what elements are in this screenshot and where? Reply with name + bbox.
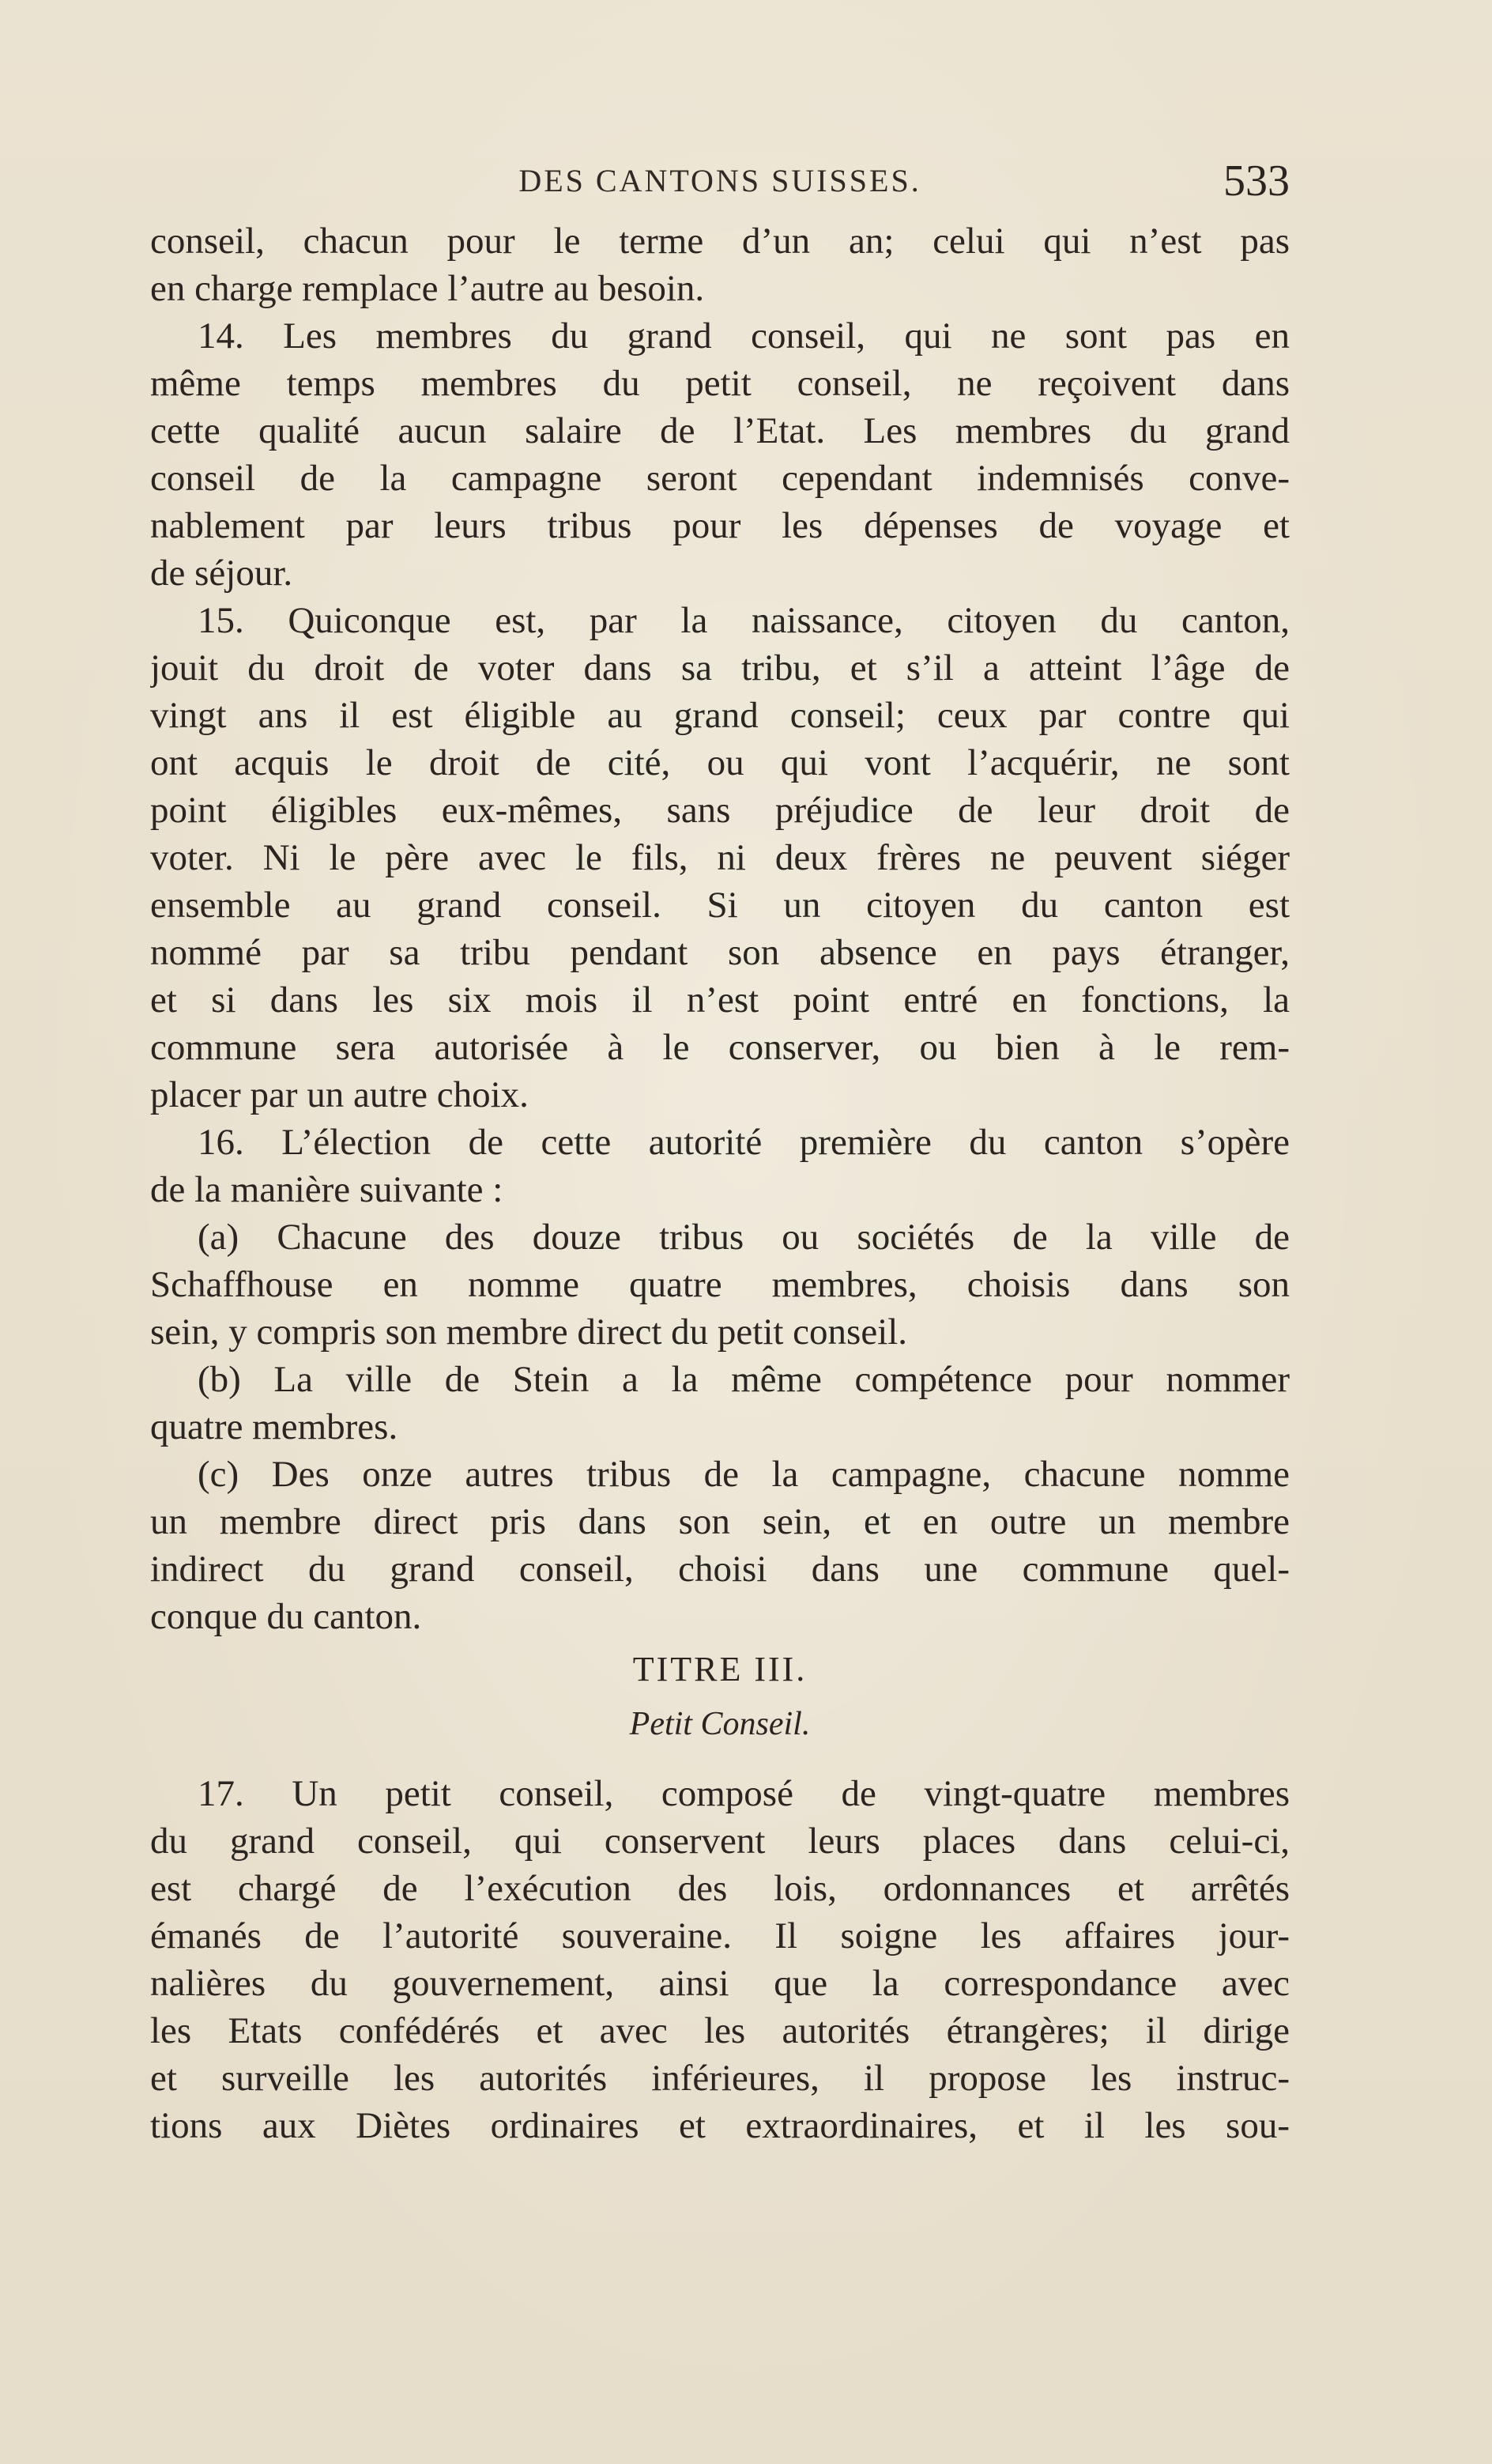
text-line: placer par un autre choix. [150,1074,529,1115]
text-line: cette qualité aucun salaire de l’Etat. Les membres du grand [150,410,1290,451]
text-line: (a) Chacune des douze tribus ou sociétés de la ville de [198,1217,1290,1258]
text-line: quatre membres. [150,1406,398,1447]
text-line: de la manière suivante : [150,1169,503,1210]
text-line: conseil, chacun pour le terme d’un an; celui qui n’est pas [150,221,1290,262]
section-subtitle: Petit Conseil. [629,1706,811,1742]
text-line: du grand conseil, qui conservent leurs places dans celui-ci, [150,1821,1290,1862]
text-line: 16. L’élection de cette autorité première du canton s’opère [198,1122,1290,1163]
text-line: vingt ans il est éligible au grand conseil; ceux par contre qui [150,695,1290,736]
page-number: 533 [1223,157,1290,206]
text-line: nablement par leurs tribus pour les dépenses de voyage et [150,505,1290,546]
text-line: et surveille les autorités inférieures, il propose les instruc- [150,2058,1290,2099]
text-line: (b) La ville de Stein a la même compétence pour nommer [198,1359,1290,1400]
text-line: même temps membres du petit conseil, ne reçoivent dans [150,363,1290,404]
text-line: et si dans les six mois il n’est point entré en fonctions, la [150,979,1290,1021]
text-line: en charge remplace l’autre au besoin. [150,268,705,309]
body-text [150,217,1290,2149]
text-line: voter. Ni le père avec le fils, ni deux frères ne peuvent siéger [150,837,1290,878]
text-line: Schaffhouse en nomme quatre membres, choisis dans son [150,1264,1290,1305]
text-line: les Etats confédérés et avec les autorités étrangères; il dirige [150,2010,1290,2051]
text-line: émanés de l’autorité souveraine. Il soigne les affaires jour- [150,1915,1290,1956]
text-block-article-17 [150,1770,1290,2149]
text-line: 14. Les membres du grand conseil, qui ne sont pas en [198,315,1290,357]
text-line: indirect du grand conseil, choisi dans une commune quel- [150,1549,1290,1590]
text-line: point éligibles eux-mêmes, sans préjudice de leur droit de [150,790,1290,831]
section-title-text: TITRE III. [632,1650,808,1689]
text-block-articles-14-16 [150,217,1290,1640]
text-line: sein, y compris son membre direct du petit conseil. [150,1311,908,1353]
running-title: DES CANTONS SUISSES. [518,163,921,198]
text-line: ont acquis le droit de cité, ou qui vont l’acquérir, ne sont [150,742,1290,783]
text-line: jouit du droit de voter dans sa tribu, et s’il a atteint l’âge de [150,647,1290,689]
text-line: conseil de la campagne seront cependant indemnisés conve- [150,458,1290,499]
text-line: commune sera autorisée à le conserver, ou bien à le rem- [150,1027,1290,1068]
text-line: nalières du gouvernement, ainsi que la correspondance avec [150,1963,1290,2004]
text-line: 17. Un petit conseil, composé de vingt-quatre membres [198,1773,1290,1814]
text-line: conque du canton. [150,1596,422,1637]
text-line: tions aux Diètes ordinaires et extraordinaires, et il les sou- [150,2105,1290,2146]
text-line: (c) Des onze autres tribus de la campagne, chacune nomme [198,1454,1290,1495]
text-line: de séjour. [150,553,293,594]
text-line: ensemble au grand conseil. Si un citoyen du canton est [150,885,1290,926]
text-line: 15. Quiconque est, par la naissance, citoyen du canton, [198,600,1290,641]
text-line: est chargé de l’exécution des lois, ordonnances et arrêtés [150,1868,1290,1909]
text-line: nommé par sa tribu pendant son absence en pays étranger, [150,932,1290,973]
page-header [150,157,1290,209]
text-line: un membre direct pris dans son sein, et en outre un membre [150,1501,1290,1542]
section-title [150,1645,1290,1692]
